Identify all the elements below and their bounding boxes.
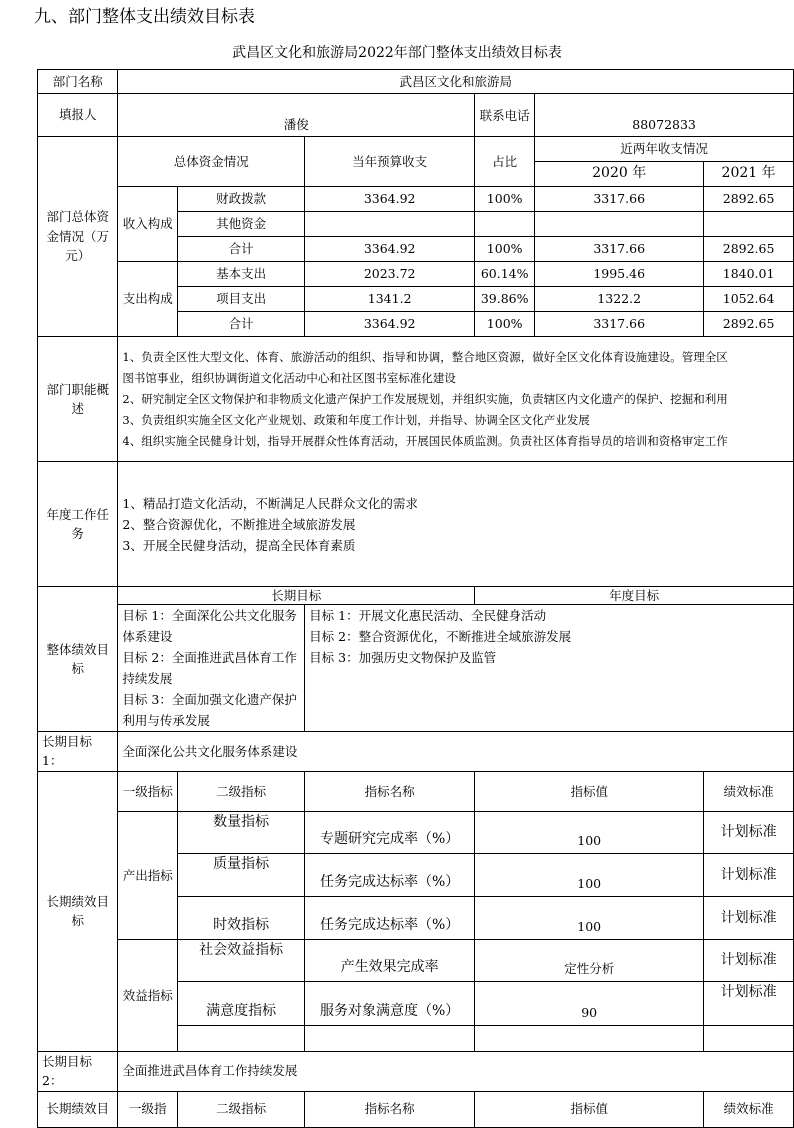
row-budget: 3364.92 [305, 187, 475, 212]
long-term-goal-1-value: 全面深化公共文化服务体系建设 [118, 732, 794, 772]
perf2-label: 长期绩效目 [38, 1091, 118, 1127]
empty-cell [704, 1025, 794, 1051]
long-term-goal-2-value: 全面推进武昌体育工作持续发展 [118, 1051, 794, 1091]
row-budget: 3364.92 [305, 237, 475, 262]
duties-text [118, 337, 794, 462]
row-ratio [475, 212, 535, 237]
income-label: 收入构成 [118, 187, 178, 262]
funds-header-recent: 近两年收支情况 [535, 137, 794, 162]
row-name: 其他资金 [178, 212, 305, 237]
duty-line: 4、组织实施全民健身计划，指导开展群众性体育活动，开展国民体质监测。负责社区体育指导员的培训和资格审定工作 [122, 433, 728, 448]
perf-name: 产生效果完成率 [305, 939, 475, 981]
year-goal: 目标 3：加强历史文物保护及监管 [309, 650, 497, 665]
annual-line: 1、精品打造文化活动，不断满足人民群众文化的需求 [122, 495, 418, 511]
row-2021: 1052.64 [704, 287, 794, 312]
row-ratio: 100% [475, 312, 535, 337]
perf-std: 计划标准 [704, 939, 794, 981]
duty-line: 2、研究制定全区文物保护和非物质文化遗产保护工作发展规划，并组织实施，负责辖区内文化遗产的保护、挖掘和利用 [122, 391, 728, 406]
row-budget: 3364.92 [305, 312, 475, 337]
table-row [38, 939, 794, 981]
year-goal: 目标 2：整合资源优化，不断推进全域旅游发展 [309, 629, 572, 644]
perf2-h2: 二级指标 [178, 1091, 305, 1127]
year-goal-header: 年度目标 [475, 587, 794, 605]
funds-header-2020: 2020 年 [535, 162, 704, 187]
row-name: 合计 [178, 312, 305, 337]
row-2021 [704, 212, 794, 237]
perf-l2: 社会效益指标 [178, 939, 305, 981]
row-name: 基本支出 [178, 262, 305, 287]
year-goals [305, 605, 794, 732]
perf-h3: 指标名称 [305, 771, 475, 811]
row-ratio: 39.86% [475, 287, 535, 312]
row-budget: 2023.72 [305, 262, 475, 287]
output-label: 产出指标 [118, 811, 178, 939]
row-ratio: 100% [475, 187, 535, 212]
funds-label: 部门总体资金情况（万元） [38, 137, 118, 337]
perf-h5: 绩效标准 [704, 771, 794, 811]
perf-l2: 时效指标 [178, 896, 305, 939]
perf-name: 服务对象满意度（%） [305, 981, 475, 1025]
annual-text [118, 462, 794, 587]
filler-label: 填报人 [38, 94, 118, 137]
perf-label: 长期绩效目标 [38, 771, 118, 1051]
perf-h2: 二级指标 [178, 771, 305, 811]
row-2021: 2892.65 [704, 187, 794, 212]
row-2021: 2892.65 [704, 312, 794, 337]
effect-label: 效益指标 [118, 939, 178, 1051]
row-ratio: 100% [475, 237, 535, 262]
perf-value: 90 [475, 981, 704, 1025]
perf-value: 100 [475, 811, 704, 853]
long-goals [118, 605, 305, 732]
perf-l2: 数量指标 [178, 811, 305, 853]
row-name: 项目支出 [178, 287, 305, 312]
funds-header-budget: 当年预算收支 [305, 137, 475, 187]
section-heading: 九、部门整体支出绩效目标表 [34, 7, 255, 27]
perf-l2: 质量指标 [178, 853, 305, 896]
annual-label: 年度工作任务 [38, 462, 118, 587]
duty-line: 3、负责组织实施全区文化产业规划、政策和年度工作计划，并指导、协调全区文化产业发展 [122, 412, 590, 427]
perf2-h4: 指标值 [475, 1091, 704, 1127]
annual-line: 3、开展全民健身活动，提高全民体育素质 [122, 537, 356, 553]
empty-cell [305, 1025, 475, 1051]
table-title: 武昌区文化和旅游局2022年部门整体支出绩效目标表 [232, 45, 562, 61]
row-2020: 1322.2 [535, 287, 704, 312]
perf-h4: 指标值 [475, 771, 704, 811]
perf-name: 任务完成达标率（%） [305, 896, 475, 939]
row-2020: 3317.66 [535, 187, 704, 212]
perf-std: 计划标准 [704, 811, 794, 853]
row-name: 合计 [178, 237, 305, 262]
phone-label: 联系电话 [475, 94, 535, 137]
expense-label: 支出构成 [118, 262, 178, 337]
table-row [38, 811, 794, 853]
duty-line: 图书馆事业，组织协调街道文化活动中心和社区图书室标准化建设 [122, 370, 456, 385]
phone-value: 88072833 [535, 94, 794, 137]
row-2020 [535, 212, 704, 237]
table-row [38, 262, 794, 287]
dept-name-label: 部门名称 [38, 70, 118, 94]
row-2021: 1840.01 [704, 262, 794, 287]
perf-std: 计划标准 [704, 981, 794, 1025]
long-goal-header: 长期目标 [118, 587, 475, 605]
annual-line: 2、整合资源优化，不断推进全域旅游发展 [122, 516, 356, 532]
perf-std: 计划标准 [704, 896, 794, 939]
year-goal: 目标 1：开展文化惠民活动、全民健身活动 [309, 608, 547, 623]
perf-value: 100 [475, 896, 704, 939]
funds-header-2021: 2021 年 [704, 162, 794, 187]
row-budget [305, 212, 475, 237]
perf-name: 专题研究完成率（%） [305, 811, 475, 853]
long-goal: 目标 1：全面深化公共文化服务体系建设 [122, 608, 297, 644]
perf2-h1: 一级指 [118, 1091, 178, 1127]
perf-name: 任务完成达标率（%） [305, 853, 475, 896]
long-goal: 目标 2：全面推进武昌体育工作持续发展 [122, 650, 297, 686]
perf-value: 100 [475, 853, 704, 896]
row-2020: 1995.46 [535, 262, 704, 287]
performance-table [37, 69, 794, 1128]
perf-value: 定性分析 [475, 939, 704, 981]
filler-value: 潘俊 [118, 94, 475, 137]
perf-h1: 一级指标 [118, 771, 178, 811]
empty-cell [475, 1025, 704, 1051]
row-2020: 3317.66 [535, 237, 704, 262]
duty-line: 1、负责全区性大型文化、体育、旅游活动的组织、指导和协调，整合地区资源，做好全区文化体育设施建设。管理全区 [122, 349, 728, 364]
row-name: 财政拨款 [178, 187, 305, 212]
funds-header-ratio: 占比 [475, 137, 535, 187]
dept-name-value: 武昌区文化和旅游局 [118, 70, 794, 94]
row-2020: 3317.66 [535, 312, 704, 337]
table-row [38, 187, 794, 212]
empty-cell [178, 1025, 305, 1051]
long-goal: 目标 3：全面加强文化遗产保护利用与传承发展 [122, 692, 297, 728]
perf-std: 计划标准 [704, 853, 794, 896]
row-2021: 2892.65 [704, 237, 794, 262]
duties-label: 部门职能概述 [38, 337, 118, 462]
perf2-h3: 指标名称 [305, 1091, 475, 1127]
funds-header-total: 总体资金情况 [118, 137, 305, 187]
long-term-goal-2-label: 长期目标 2： [38, 1051, 118, 1091]
overall-label: 整体绩效目标 [38, 587, 118, 732]
long-term-goal-1-label: 长期目标 1： [38, 732, 118, 772]
perf-l2: 满意度指标 [178, 981, 305, 1025]
row-ratio: 60.14% [475, 262, 535, 287]
row-budget: 1341.2 [305, 287, 475, 312]
perf2-h5: 绩效标准 [704, 1091, 794, 1127]
